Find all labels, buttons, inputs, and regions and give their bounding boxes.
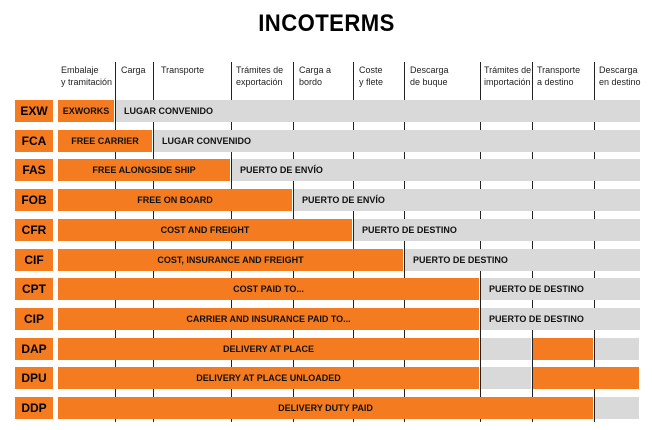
seller-term-label: COST AND FREIGHT <box>160 224 250 235</box>
incoterm-row-cif <box>0 249 653 271</box>
incoterm-row-exw <box>0 100 653 122</box>
delivery-point-label: PUERTO DE ENVÍO <box>302 195 385 206</box>
seller-term-label: DELIVERY DUTY PAID <box>278 403 373 413</box>
column-header: Trámites de exportación <box>236 65 284 87</box>
incoterm-row-cip <box>0 308 653 330</box>
column-header: Transporte <box>161 65 205 75</box>
seller-term-label: FREE CARRIER <box>71 135 139 146</box>
buyer-responsibility-bar <box>595 338 639 360</box>
seller-term-label: FREE ON BOARD <box>137 195 213 206</box>
incoterm-row-cfr <box>0 219 653 241</box>
delivery-point-label: LUGAR CONVENIDO <box>124 106 214 116</box>
incoterm-row-fca <box>0 130 653 152</box>
incoterm-code-badge: DAP <box>15 338 53 360</box>
column-header: Transporte a destino <box>537 65 581 87</box>
delivery-point-label: PUERTO DE DESTINO <box>489 313 584 324</box>
incoterm-code-badge: DDP <box>15 397 53 419</box>
column-header: Descarga en destino <box>599 65 641 87</box>
incoterm-code-badge: CPT <box>15 278 53 300</box>
seller-responsibility-bar <box>533 367 639 389</box>
column-header: Carga <box>121 65 146 75</box>
buyer-responsibility-bar <box>481 367 531 389</box>
incoterm-code-badge: CFR <box>15 219 53 241</box>
delivery-point-label: PUERTO DE DESTINO <box>489 284 584 295</box>
column-header: Carga a bordo <box>299 65 332 87</box>
incoterm-row-dap <box>0 338 653 360</box>
delivery-point-label: LUGAR CONVENIDO <box>162 135 252 146</box>
incoterm-row-fob <box>0 189 653 211</box>
incoterm-row-fas <box>0 159 653 181</box>
seller-term-label: CARRIER AND INSURANCE PAID TO... <box>186 313 351 324</box>
incoterm-row-cpt <box>0 278 653 300</box>
incoterm-code-badge: CIP <box>15 308 53 330</box>
seller-term-label: DELIVERY AT PLACE <box>222 343 314 354</box>
incoterm-code-badge: FAS <box>15 159 53 181</box>
incoterm-code-badge: EXW <box>15 100 53 122</box>
incoterm-code-badge: FOB <box>15 189 53 211</box>
incoterm-code-badge: CIF <box>15 249 53 271</box>
seller-term-label: EXWORKS <box>62 106 110 116</box>
incoterm-code-badge: DPU <box>15 367 53 389</box>
column-header: Embalaje y tramitación <box>61 65 113 87</box>
incoterm-code-badge: FCA <box>15 130 53 152</box>
incoterm-row-dpu <box>0 367 653 389</box>
column-header: Descarga de buque <box>410 65 449 87</box>
seller-term-label: COST, INSURANCE AND FREIGHT <box>157 254 304 265</box>
incoterm-row-ddp <box>0 397 653 419</box>
buyer-responsibility-bar <box>481 338 531 360</box>
page-title: INCOTERMS <box>258 10 395 37</box>
delivery-point-label: PUERTO DE DESTINO <box>413 254 508 265</box>
column-header: Trámites de importación <box>484 65 532 87</box>
column-header: Coste y flete <box>359 65 384 87</box>
seller-term-label: FREE ALONGSIDE SHIP <box>92 165 196 176</box>
seller-term-label: COST PAID TO... <box>233 284 304 295</box>
seller-term-label: DELIVERY AT PLACE UNLOADED <box>196 373 341 384</box>
buyer-responsibility-bar <box>595 397 639 419</box>
seller-responsibility-bar <box>533 338 593 360</box>
delivery-point-label: PUERTO DE ENVÍO <box>240 165 323 176</box>
delivery-point-label: PUERTO DE DESTINO <box>362 224 457 235</box>
